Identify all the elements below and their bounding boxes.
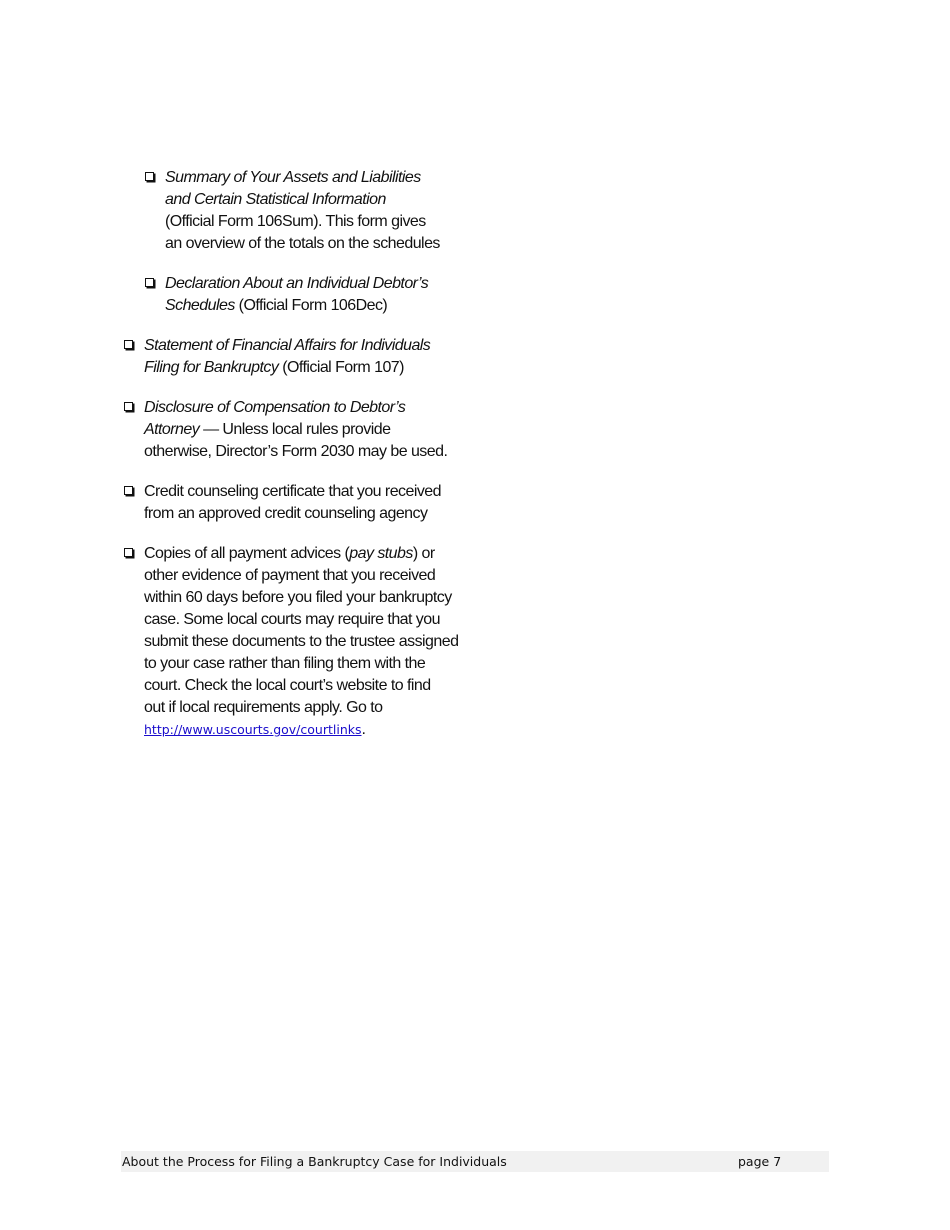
text-line [144, 397, 405, 419]
text-line [144, 675, 431, 697]
body-text: an overview of the totals on the schedules [165, 235, 440, 252]
checkbox-bullet-icon [124, 340, 133, 349]
text-line [165, 189, 386, 211]
text-line [144, 631, 458, 653]
courtlinks-link[interactable]: http://www.uscourts.gov/courtlinks [144, 722, 362, 737]
text-line [144, 565, 435, 587]
body-text: — Unless local rules provide [199, 421, 391, 438]
checkbox-bullet-icon [124, 486, 133, 495]
form-title-text: Schedules [165, 297, 235, 314]
body-text: within 60 days before you filed your bankruptcy [144, 589, 452, 606]
body-text: other evidence of payment that you received [144, 567, 436, 584]
form-title-text: Summary of Your Assets and Liabilities [165, 169, 421, 186]
body-text: from an approved credit counseling agency [144, 505, 428, 522]
text-line [144, 481, 441, 503]
text-line [165, 167, 421, 189]
form-title-text: Disclosure of Compensation to Debtor’s [144, 399, 406, 416]
text-line [144, 503, 427, 525]
body-text: out if local requirements apply. Go to [144, 699, 383, 716]
text-line [144, 697, 383, 719]
text-line [144, 419, 390, 441]
form-title-text: and Certain Statistical Information [165, 191, 386, 208]
text-line [144, 587, 452, 609]
footer-title: About the Process for Filing a Bankruptcy Case for Individuals [122, 1154, 507, 1169]
body-text: . [361, 721, 366, 738]
page-number: page 7 [738, 1154, 782, 1169]
body-text: ) or [412, 545, 435, 562]
text-line [144, 543, 435, 565]
body-text: to your case rather than filing them with the [144, 655, 426, 672]
text-line [144, 335, 430, 357]
form-title-text: Attorney [144, 421, 200, 438]
text-line [144, 357, 404, 379]
body-text: otherwise, Director’s Form 2030 may be used. [144, 443, 448, 460]
body-text: (Official Form 106Dec) [234, 297, 388, 314]
text-line [144, 719, 365, 741]
body-text: Credit counseling certificate that you received [144, 483, 441, 500]
form-title-text: Statement of Financial Affairs for Individuals [144, 337, 431, 354]
form-title-text: Declaration About an Individual Debtor’s [165, 275, 429, 292]
body-text: court. Check the local court’s website to find [144, 677, 431, 694]
text-line [165, 295, 387, 317]
form-title-text: pay stubs [349, 545, 413, 562]
checkbox-bullet-icon [124, 402, 133, 411]
text-line [165, 211, 426, 233]
body-text: (Official Form 106Sum). This form gives [165, 213, 426, 230]
body-text: (Official Form 107) [278, 359, 404, 376]
text-line [144, 441, 447, 463]
body-text: Copies of all payment advices ( [144, 545, 350, 562]
text-line [165, 273, 428, 295]
text-line [144, 653, 425, 675]
checkbox-bullet-icon [124, 548, 133, 557]
body-text: submit these documents to the trustee assigned [144, 633, 459, 650]
form-title-text: Filing for Bankruptcy [144, 359, 279, 376]
text-line [144, 609, 440, 631]
text-line [165, 233, 440, 255]
checkbox-bullet-icon [145, 278, 154, 287]
page-footer [121, 1151, 829, 1172]
body-text: case. Some local courts may require that you [144, 611, 440, 628]
checkbox-bullet-icon [145, 172, 154, 181]
